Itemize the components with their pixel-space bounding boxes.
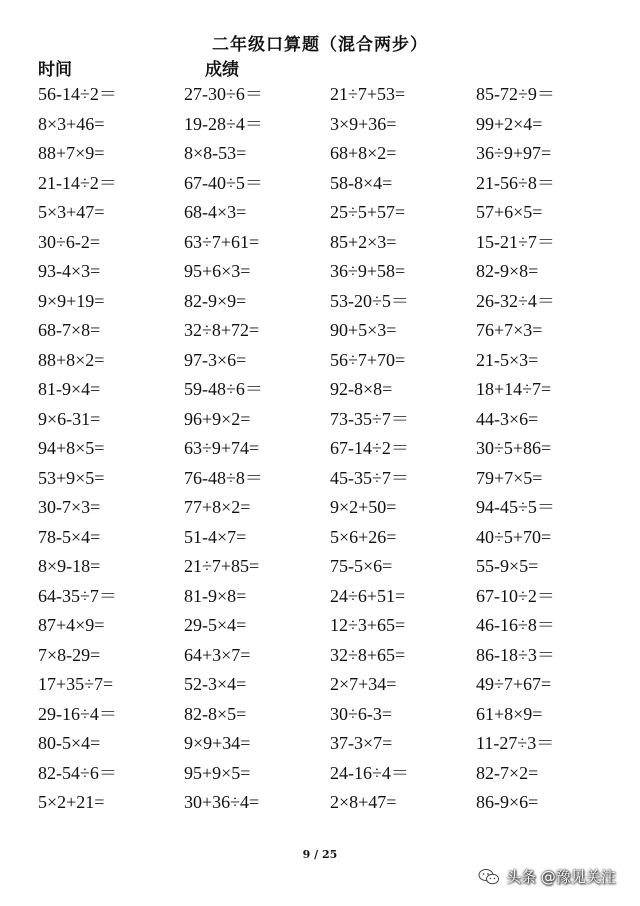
- problem-item: 52-3×4=: [184, 674, 247, 694]
- problem-item: 9×2+50=: [330, 497, 397, 517]
- problem-item: 21÷7+53=: [330, 84, 406, 104]
- problem-item: 96+9×2=: [184, 408, 251, 429]
- problem-item: 32÷8+65=: [330, 644, 406, 665]
- problem-item: 9×9+34=: [184, 733, 251, 753]
- page-title: 二年级口算题（混合两步）: [212, 35, 428, 55]
- problem-item: 11-27÷3＝: [476, 733, 555, 753]
- problem-item: 44-3×6=: [476, 408, 539, 429]
- problem-item: 5×3+47=: [38, 202, 105, 222]
- problem-item: 30÷6-2=: [38, 231, 101, 252]
- watermark-text: 头条 @豫见关注: [506, 868, 616, 886]
- problem-item: 99+2×4=: [476, 113, 543, 134]
- problem-item: 27-30÷6＝: [184, 84, 263, 104]
- problem-item: 82-54÷6＝: [38, 762, 117, 783]
- problem-item: 67-14÷2＝: [330, 438, 409, 458]
- problem-item: 94-45÷5＝: [476, 497, 555, 517]
- problem-item: 8×3+46=: [38, 113, 105, 134]
- problem-item: 86-18÷3＝: [476, 644, 555, 665]
- problem-item: 21-5×3=: [476, 349, 539, 370]
- problem-item: 68-4×3=: [184, 202, 247, 222]
- problem-item: 53+9×5=: [38, 467, 105, 488]
- problem-item: 53-20÷5＝: [330, 290, 409, 311]
- problem-item: 29-5×4=: [184, 615, 247, 635]
- problem-item: 64+3×7=: [184, 644, 251, 665]
- problem-item: 21-56÷8＝: [476, 172, 555, 193]
- problem-item: 67-40÷5＝: [184, 172, 263, 193]
- wechat-icon: [478, 868, 500, 886]
- problem-item: 82-9×9=: [184, 290, 247, 311]
- problem-item: 87+4×9=: [38, 615, 105, 635]
- problem-item: 15-21÷7＝: [476, 231, 555, 252]
- problem-item: 82-9×8=: [476, 261, 539, 281]
- problem-item: 76-48÷8＝: [184, 467, 263, 488]
- problem-item: 61+8×9=: [476, 703, 543, 724]
- problem-item: 90+5×3=: [330, 320, 397, 340]
- problem-item: 8×9-18=: [38, 556, 101, 576]
- problem-item: 49÷7+67=: [476, 674, 552, 694]
- problem-item: 56÷7+70=: [330, 349, 406, 370]
- problem-item: 45-35÷7＝: [330, 467, 409, 488]
- score-label: 成绩: [205, 60, 239, 80]
- problem-item: 95+6×3=: [184, 261, 251, 281]
- watermark: [478, 866, 616, 887]
- problem-item: 5×6+26=: [330, 526, 397, 547]
- page-number: 9 / 25: [302, 848, 338, 861]
- problem-item: 82-8×5=: [184, 703, 247, 724]
- problem-grid: [38, 80, 628, 818]
- problem-item: 64-35÷7＝: [38, 585, 117, 606]
- problem-item: 67-10÷2＝: [476, 585, 555, 606]
- problem-item: 59-48÷6＝: [184, 379, 263, 399]
- problem-item: 68-7×8=: [38, 320, 101, 340]
- problem-item: 29-16÷4＝: [38, 703, 117, 724]
- problem-item: 85-72÷9＝: [476, 84, 555, 104]
- problem-item: 3×9+36=: [330, 113, 397, 134]
- problem-item: 7×8-29=: [38, 644, 101, 665]
- problem-item: 17+35÷7=: [38, 674, 114, 694]
- problem-item: 5×2+21=: [38, 792, 105, 812]
- problem-item: 82-7×2=: [476, 762, 539, 783]
- problem-item: 85+2×3=: [330, 231, 397, 252]
- problem-item: 55-9×5=: [476, 556, 539, 576]
- problem-item: 2×8+47=: [330, 792, 397, 812]
- problem-item: 63÷9+74=: [184, 438, 260, 458]
- problem-item: 18+14÷7=: [476, 379, 552, 399]
- problem-item: 25÷5+57=: [330, 202, 406, 222]
- problem-item: 78-5×4=: [38, 526, 101, 547]
- problem-item: 93-4×3=: [38, 261, 101, 281]
- problem-item: 95+9×5=: [184, 762, 251, 783]
- problem-item: 21-14÷2＝: [38, 172, 117, 193]
- problem-item: 30÷5+86=: [476, 438, 552, 458]
- problem-item: 77+8×2=: [184, 497, 251, 517]
- problem-item: 12÷3+65=: [330, 615, 406, 635]
- problem-item: 8×8-53=: [184, 143, 247, 163]
- problem-item: 57+6×5=: [476, 202, 543, 222]
- problem-item: 81-9×8=: [184, 585, 247, 606]
- problem-item: 92-8×8=: [330, 379, 393, 399]
- problem-item: 88+8×2=: [38, 349, 105, 370]
- problem-item: 76+7×3=: [476, 320, 543, 340]
- problem-item: 9×6-31=: [38, 408, 101, 429]
- problem-item: 9×9+19=: [38, 290, 105, 311]
- problem-item: 36÷9+97=: [476, 143, 552, 163]
- problem-item: 32÷8+72=: [184, 320, 260, 340]
- problem-item: 97-3×6=: [184, 349, 247, 370]
- problem-item: 88+7×9=: [38, 143, 105, 163]
- problem-item: 68+8×2=: [330, 143, 397, 163]
- problem-item: 30÷6-3=: [330, 703, 393, 724]
- problem-item: 19-28÷4＝: [184, 113, 263, 134]
- problem-item: 73-35÷7＝: [330, 408, 409, 429]
- problem-item: 40÷5+70=: [476, 526, 552, 547]
- problem-item: 80-5×4=: [38, 733, 101, 753]
- problem-item: 2×7+34=: [330, 674, 397, 694]
- problem-item: 58-8×4=: [330, 172, 393, 193]
- problem-item: 30-7×3=: [38, 497, 101, 517]
- time-label: 时间: [38, 60, 72, 80]
- problem-item: 37-3×7=: [330, 733, 393, 753]
- problem-item: 94+8×5=: [38, 438, 105, 458]
- problem-item: 86-9×6=: [476, 792, 539, 812]
- problem-item: 30+36÷4=: [184, 792, 260, 812]
- problem-item: 56-14÷2＝: [38, 84, 117, 104]
- problem-item: 46-16÷8＝: [476, 615, 555, 635]
- problem-item: 24÷6+51=: [330, 585, 406, 606]
- problem-item: 36÷9+58=: [330, 261, 406, 281]
- problem-item: 75-5×6=: [330, 556, 393, 576]
- problem-item: 26-32÷4＝: [476, 290, 555, 311]
- problem-item: 24-16÷4＝: [330, 762, 409, 783]
- problem-item: 51-4×7=: [184, 526, 247, 547]
- problem-item: 21÷7+85=: [184, 556, 260, 576]
- problem-item: 81-9×4=: [38, 379, 101, 399]
- problem-item: 63÷7+61=: [184, 231, 260, 252]
- problem-item: 79+7×5=: [476, 467, 543, 488]
